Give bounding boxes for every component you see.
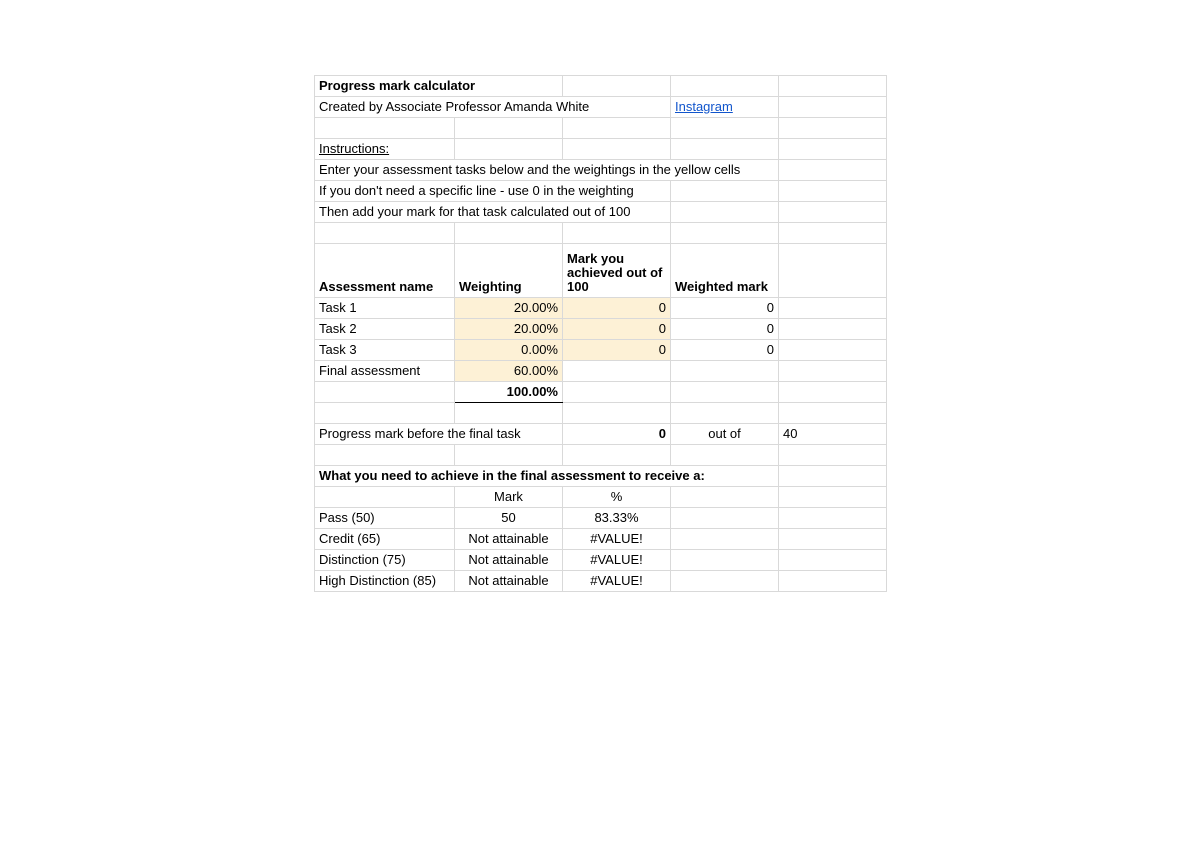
sheet-title: Progress mark calculator	[315, 76, 563, 97]
cell[interactable]	[671, 508, 779, 529]
cell[interactable]	[779, 487, 887, 508]
cell[interactable]	[563, 118, 671, 139]
task-weighted-mark: 0	[671, 319, 779, 340]
cell[interactable]	[671, 76, 779, 97]
cell[interactable]	[779, 382, 887, 403]
task-weighting-input[interactable]: 20.00%	[455, 298, 563, 319]
grade-name: High Distinction (85)	[315, 571, 455, 592]
task-name: Task 2	[315, 319, 455, 340]
instruction-line: Enter your assessment tasks below and the weightings in the yellow cells	[315, 160, 779, 181]
cell[interactable]	[671, 487, 779, 508]
grade-required-mark: 50	[455, 508, 563, 529]
cell[interactable]	[779, 403, 887, 424]
cell[interactable]	[779, 340, 887, 361]
author-credit: Created by Associate Professor Amanda White	[315, 97, 671, 118]
instagram-link[interactable]: Instagram	[675, 99, 733, 114]
cell[interactable]	[671, 445, 779, 466]
task-row	[315, 319, 887, 340]
task-mark-input[interactable]: 0	[563, 319, 671, 340]
grade-row	[315, 529, 887, 550]
task-weighting-input[interactable]: 20.00%	[455, 319, 563, 340]
cell[interactable]	[315, 487, 455, 508]
grade-required-percent: #VALUE!	[563, 529, 671, 550]
task-name: Task 1	[315, 298, 455, 319]
cell[interactable]	[563, 361, 671, 382]
grade-required-mark: Not attainable	[455, 529, 563, 550]
cell[interactable]	[563, 76, 671, 97]
cell[interactable]	[779, 202, 887, 223]
grade-required-mark: Not attainable	[455, 571, 563, 592]
cell[interactable]	[779, 361, 887, 382]
task-weighted-mark: 0	[671, 298, 779, 319]
task-row	[315, 298, 887, 319]
grade-required-mark: Not attainable	[455, 550, 563, 571]
cell[interactable]	[779, 181, 887, 202]
cell[interactable]	[563, 445, 671, 466]
header-weighted-mark: Weighted mark	[671, 244, 779, 298]
cell[interactable]	[455, 223, 563, 244]
cell[interactable]	[671, 223, 779, 244]
cell[interactable]	[779, 139, 887, 160]
final-weighting-input[interactable]: 60.00%	[455, 361, 563, 382]
grade-required-percent: 83.33%	[563, 508, 671, 529]
cell[interactable]	[671, 361, 779, 382]
header-mark: Mark you achieved out of 100	[563, 244, 671, 298]
cell[interactable]	[779, 445, 887, 466]
grade-row	[315, 571, 887, 592]
cell[interactable]	[779, 508, 887, 529]
progress-row	[315, 424, 887, 445]
final-assessment-name: Final assessment	[315, 361, 455, 382]
grade-name: Distinction (75)	[315, 550, 455, 571]
cell[interactable]	[671, 571, 779, 592]
task-row	[315, 340, 887, 361]
cell[interactable]	[779, 160, 887, 181]
col-header-percent: %	[563, 487, 671, 508]
cell[interactable]	[779, 244, 887, 298]
grade-row	[315, 550, 887, 571]
grade-required-percent: #VALUE!	[563, 550, 671, 571]
cell[interactable]	[671, 181, 779, 202]
cell[interactable]	[779, 223, 887, 244]
cell[interactable]	[671, 550, 779, 571]
cell[interactable]	[563, 403, 671, 424]
instagram-cell[interactable]	[671, 97, 779, 118]
cell[interactable]	[779, 118, 887, 139]
cell[interactable]	[671, 403, 779, 424]
total-weighting: 100.00%	[455, 382, 563, 403]
cell[interactable]	[779, 466, 887, 487]
instructions-heading: Instructions:	[315, 139, 455, 160]
task-mark-input[interactable]: 0	[563, 298, 671, 319]
instruction-line: Then add your mark for that task calculated out of 100	[315, 202, 671, 223]
cell[interactable]	[315, 382, 455, 403]
grade-row	[315, 508, 887, 529]
task-weighted-mark: 0	[671, 340, 779, 361]
cell[interactable]	[671, 118, 779, 139]
cell[interactable]	[455, 118, 563, 139]
cell[interactable]	[779, 550, 887, 571]
cell[interactable]	[563, 223, 671, 244]
grade-name: Credit (65)	[315, 529, 455, 550]
spreadsheet-grid	[314, 75, 887, 592]
out-of-value: 40	[779, 424, 887, 445]
progress-value: 0	[563, 424, 671, 445]
out-of-label: out of	[671, 424, 779, 445]
cell[interactable]	[779, 571, 887, 592]
cell[interactable]	[455, 139, 563, 160]
cell[interactable]	[779, 529, 887, 550]
cell[interactable]	[315, 445, 455, 466]
cell[interactable]	[563, 382, 671, 403]
cell[interactable]	[671, 382, 779, 403]
instruction-line: If you don't need a specific line - use 0 in the weighting	[315, 181, 671, 202]
cell[interactable]	[455, 445, 563, 466]
cell[interactable]	[779, 76, 887, 97]
cell[interactable]	[455, 403, 563, 424]
task-weighting-input[interactable]: 0.00%	[455, 340, 563, 361]
header-weighting: Weighting	[455, 244, 563, 298]
cell[interactable]	[671, 202, 779, 223]
cell[interactable]	[779, 97, 887, 118]
task-mark-input[interactable]: 0	[563, 340, 671, 361]
cell[interactable]	[315, 118, 455, 139]
grade-name: Pass (50)	[315, 508, 455, 529]
cell[interactable]	[671, 139, 779, 160]
cell[interactable]	[315, 223, 455, 244]
progress-label: Progress mark before the final task	[315, 424, 563, 445]
cell[interactable]	[315, 403, 455, 424]
task-name: Task 3	[315, 340, 455, 361]
cell[interactable]	[779, 298, 887, 319]
cell[interactable]	[671, 529, 779, 550]
cell[interactable]	[779, 319, 887, 340]
cell[interactable]	[563, 139, 671, 160]
header-assessment-name: Assessment name	[315, 244, 455, 298]
grade-required-percent: #VALUE!	[563, 571, 671, 592]
final-requirement-heading: What you need to achieve in the final assessment to receive a:	[315, 466, 779, 487]
final-row	[315, 361, 887, 382]
col-header-mark: Mark	[455, 487, 563, 508]
